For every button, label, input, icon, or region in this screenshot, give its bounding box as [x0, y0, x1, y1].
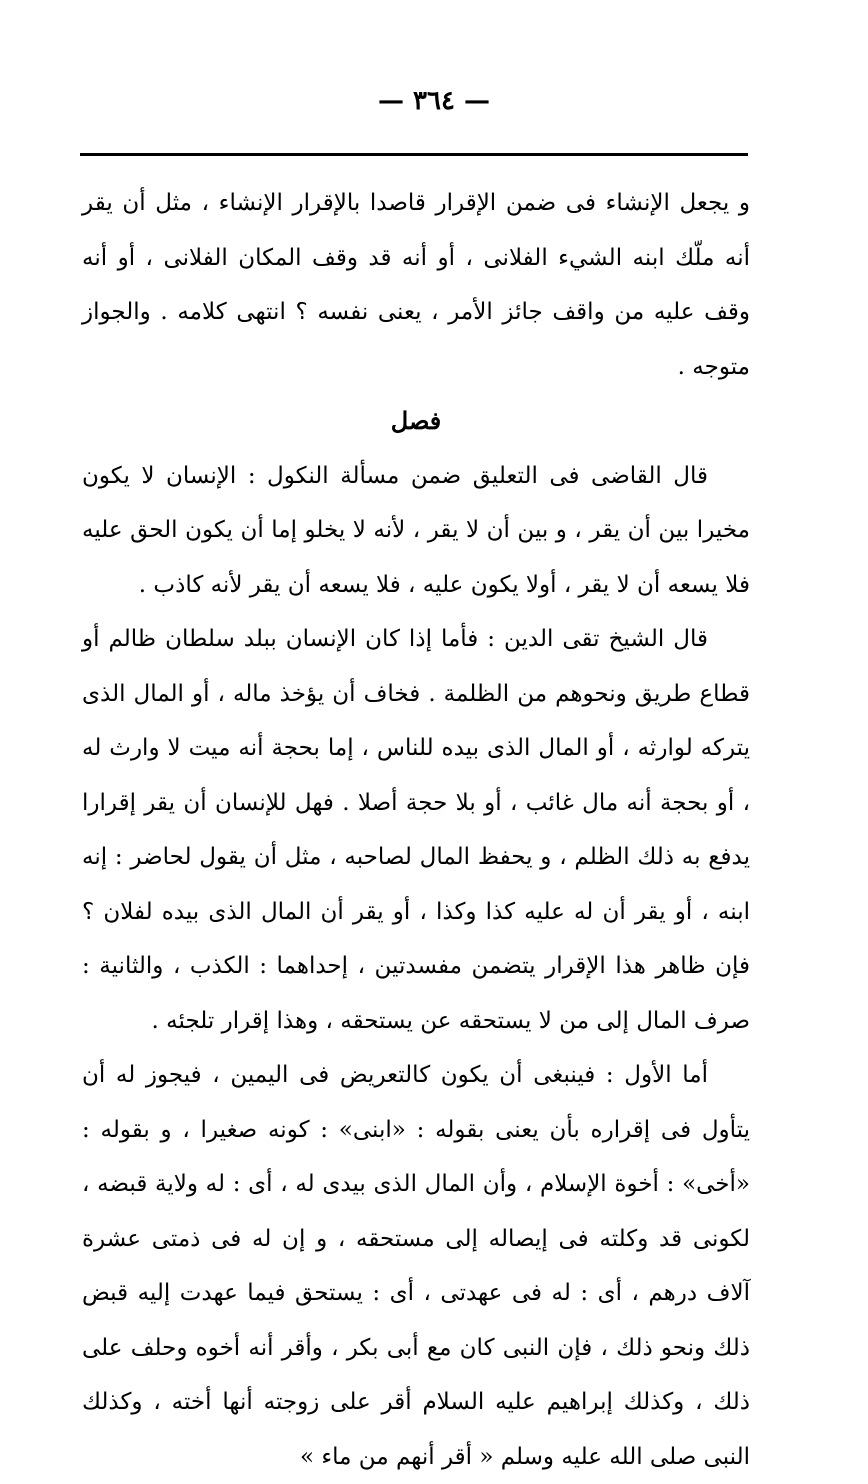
- paragraph: قال الشيخ تقى الدين : فأما إذا كان الإنسان ببلد سلطان ظالم أو قطاع طريق ونحوهم من الظلمة . فخاف أن يؤخذ ماله ، أو المال الذى يتركه لوارثه ، أو المال الذى بيده للناس ، إما بحجة أنه ميت لا وارث له ، أو بحجة أنه مال غائب ، أو بلا حجة أصلا . فهل للإنسان أن يقر إقرارا يدفع به ذلك الظلم ، و يحفظ المال لصاحبه ، مثل أن يقول لحاضر : إنه ابنه ، أو يقر أن له عليه كذا وكذا ، أو يقر أن المال الذى بيده لفلان ؟ فإن ظاهر هذا الإقرار يتضمن مفسدتين ، إحداهما : الكذب ، والثانية : صرف المال إلى من لا يستحقه عن يستحقه ، وهذا إقرار تلجئه .: [82, 626, 750, 1034]
- header-divider: [80, 153, 748, 156]
- paragraph: و يجعل الإنشاء فى ضمن الإقرار قاصدا بالإقرار الإنشاء ، مثل أن يقر أنه ملّك ابنه الشيء الفلانى ، أو أنه قد وقف المكان الفلانى ، أو أنه وقف عليه من واقف جائز الأمر ، يعنى نفسه ؟ انتهى كلامه . والجواز متوجه .: [82, 190, 750, 380]
- body-text: [82, 176, 750, 1484]
- paragraph: أما الأول : فينبغى أن يكون كالتعريض فى اليمين ، فيجوز له أن يتأول فى إقراره بأن يعنى بقوله : «ابنى» : كونه صغيرا ، و بقوله : «أخى» : أخوة الإسلام ، وأن المال الذى بيدى له ، أى : له ولاية قبضه ، لكونى قد وكلته فى إيصاله إلى مستحقه ، و إن له فى ذمتى عشرة آلاف درهم ، أى : له فى عهدتى ، أى : يستحق فيما عهدت إليه قبض ذلك ونحو ذلك ، فإن النبى كان مع أبى بكر ، وأقر أنه أخوه وحلف على ذلك ، وكذلك إبراهيم عليه السلام أقر على زوجته أنها أخته ، وكذلك النبى صلى الله عليه وسلم « أقر أنهم من ماء »: [82, 1062, 750, 1470]
- page-number: — ٣٦٤ —: [377, 86, 491, 116]
- section-heading: فصل: [390, 406, 442, 435]
- paragraph: قال القاضى فى التعليق ضمن مسألة النكول : الإنسان لا يكون مخيرا بين أن يقر ، و بين أن لا يقر ، لأنه لا يخلو إما أن يكون الحق عليه فلا يسعه أن لا يقر ، أولا يكون عليه ، فلا يسعه أن يقر لأنه كاذب .: [82, 462, 750, 598]
